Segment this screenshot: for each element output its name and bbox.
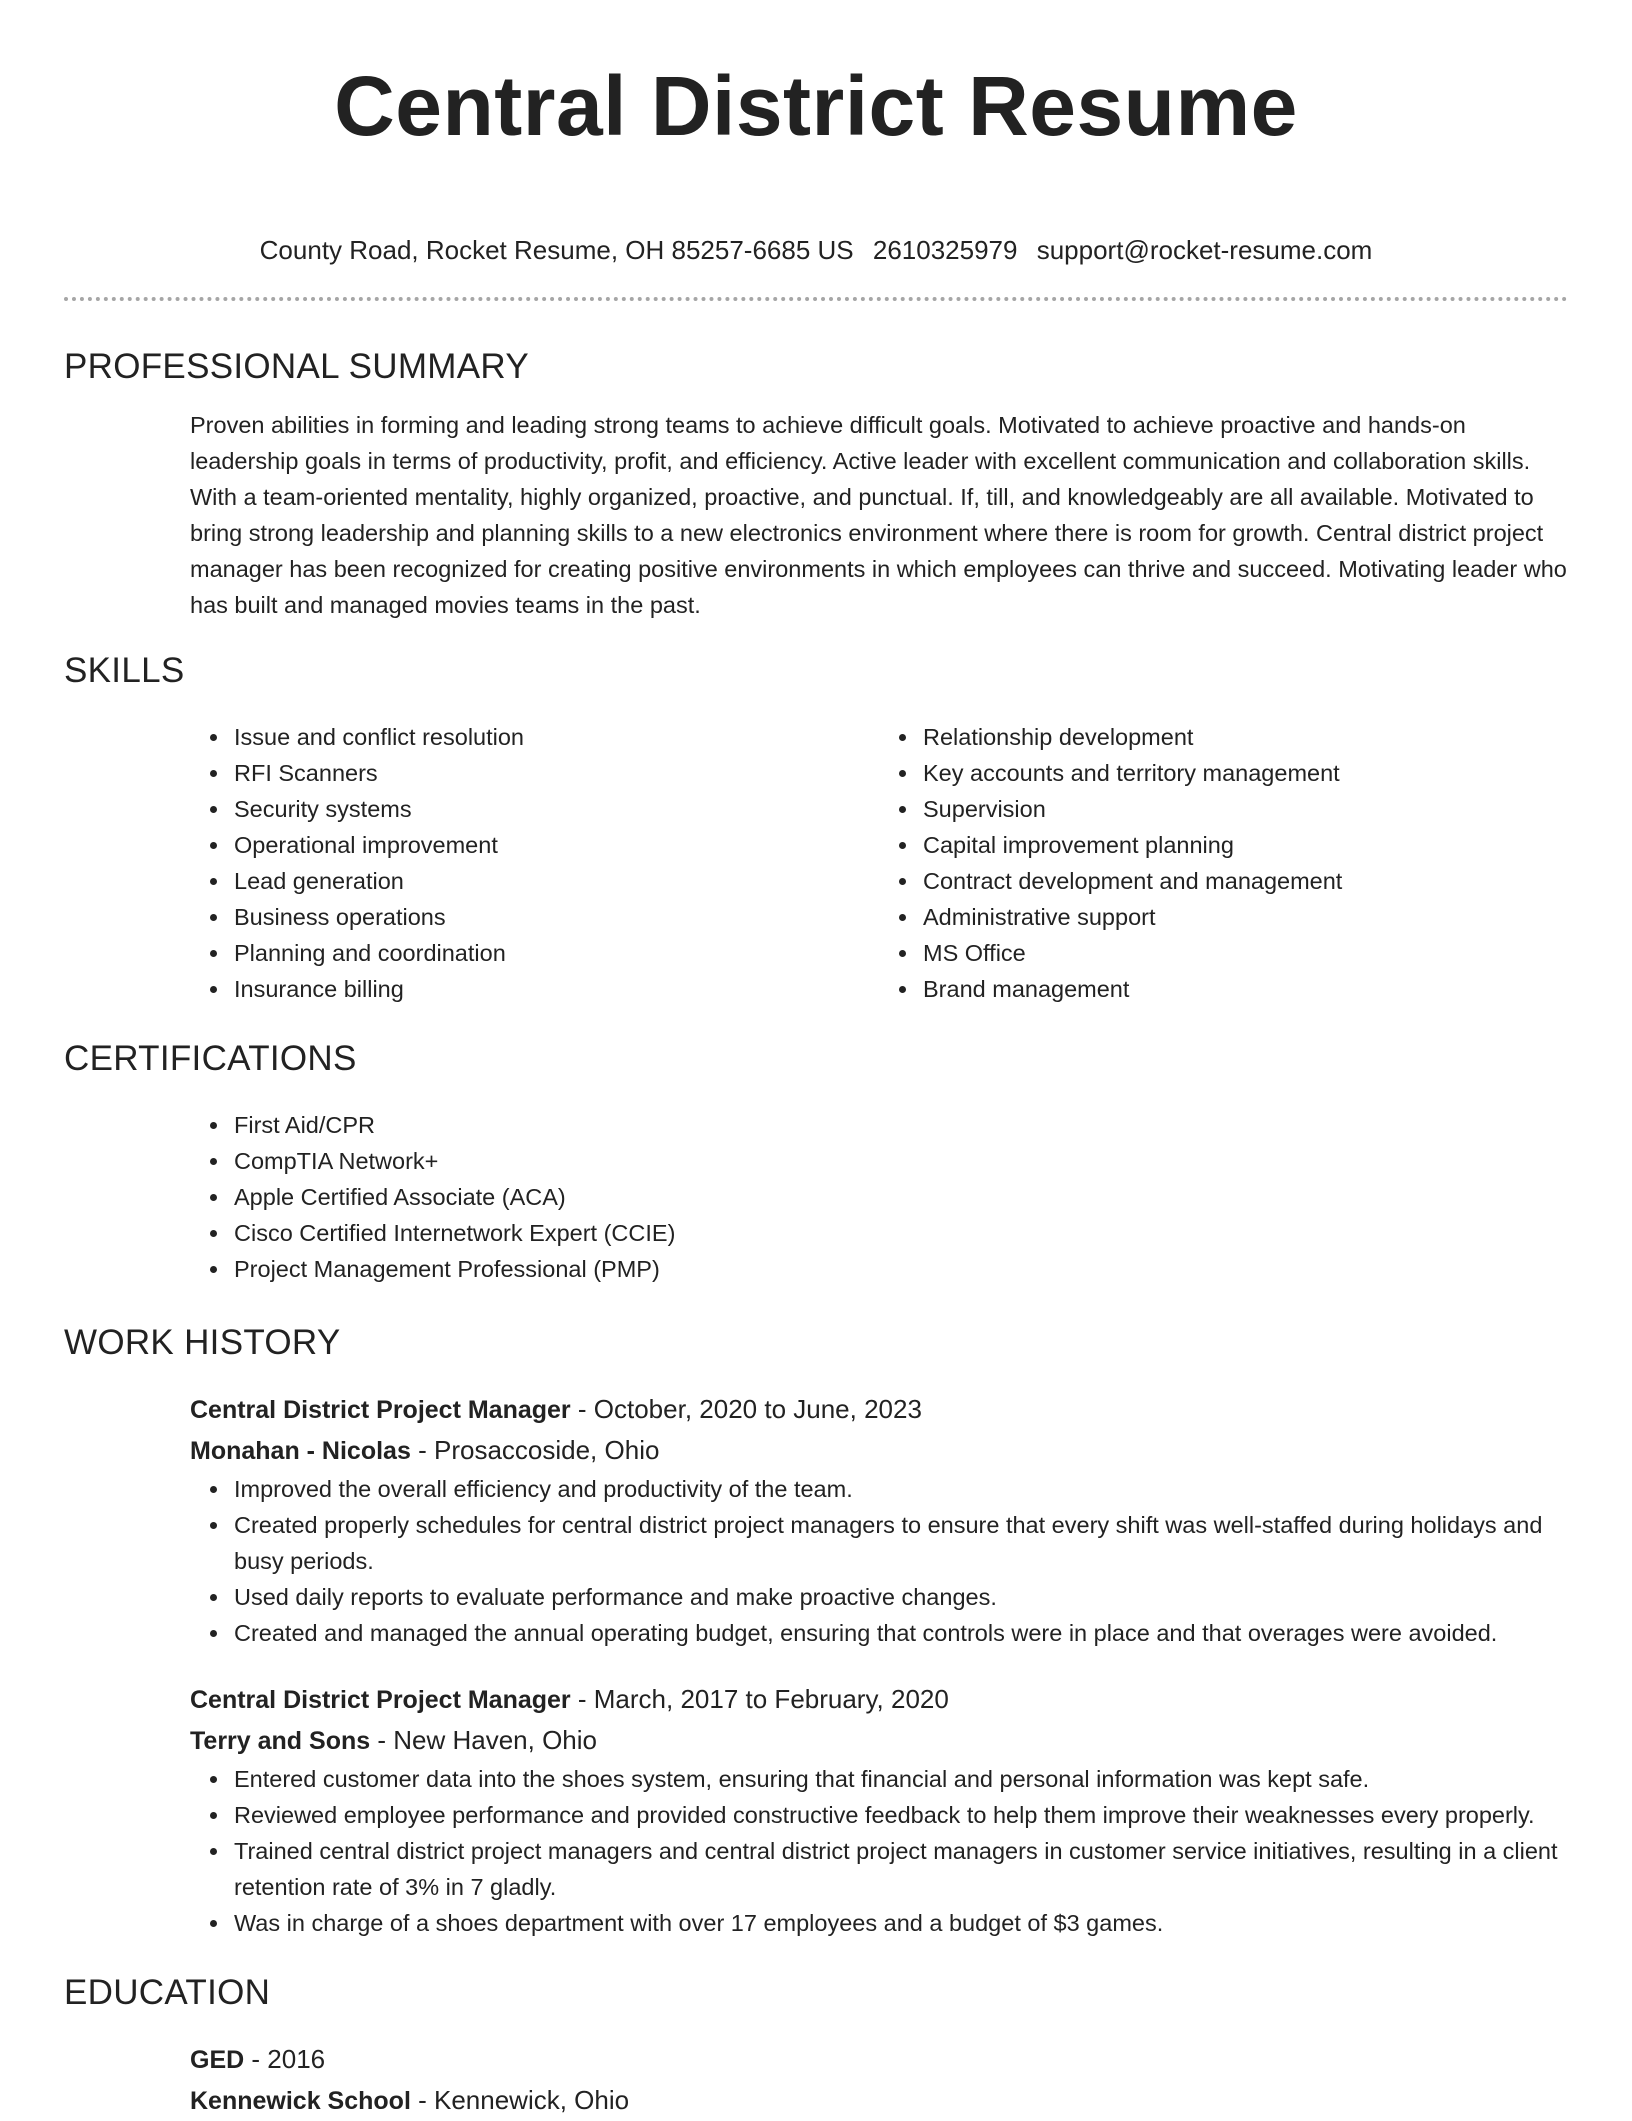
skills-list-left [190,719,879,1007]
education-degree-line [190,2039,1568,2080]
job-title-line [190,1389,1568,1430]
job-company-line [190,1430,1568,1471]
skill-item: MS Office [923,935,1568,971]
skill-item: Insurance billing [234,971,879,1007]
job-duty: Created and managed the annual operating budget, ensuring that controls were in place and that overages were avoided. [234,1615,1568,1651]
job-duty: Trained central district project managers and central district project managers in customer service initiatives, resulting in a client retention rate of 3% in 7 gladly. [234,1833,1568,1905]
header-divider [64,297,1568,301]
section-title-education: EDUCATION [64,1973,271,2012]
skill-item: Issue and conflict resolution [234,719,879,755]
skill-item: Brand management [923,971,1568,1007]
job-duty: Entered customer data into the shoes system, ensuring that financial and personal information was kept safe. [234,1761,1568,1797]
skill-item: Capital improvement planning [923,827,1568,863]
certification-item: CompTIA Network+ [234,1143,1568,1179]
summary-text: Proven abilities in forming and leading strong teams to achieve difficult goals. Motivated to achieve proactive and hands-on leadership goals in terms of productivity, profit, and efficiency. Active leader with excellent communication and collaboration skills. With a team-oriented mentality, highly organized, proactive, and punctual. If, till, and knowledgeably are all available. Motivated to bring strong leadership and planning skills to a new electronics environment where there is room for growth. Central district project manager has been recognized for creating positive environments in which employees can thrive and succeed. Motivating leader who has built and managed movies teams in the past. [190,412,1567,618]
section-title-skills: SKILLS [64,651,185,690]
skill-item: Relationship development [923,719,1568,755]
job-duty: Created properly schedules for central district project managers to ensure that every shift was well-staffed during holidays and busy periods. [234,1507,1568,1579]
job-role: Central District Project Manager [190,1396,571,1424]
section-title-work-history: WORK HISTORY [64,1323,341,1362]
contact-phone: 2610325979 [872,235,1018,265]
skill-item: Business operations [234,899,879,935]
education-year: - 2016 [244,2044,326,2074]
certification-item: Project Management Professional (PMP) [234,1251,1568,1287]
job-location: - Prosaccoside, Ohio [410,1435,660,1465]
education-location: - Kennewick, Ohio [410,2085,630,2115]
education-degree: GED [190,2046,245,2074]
job-company: Monahan - Nicolas [190,1437,411,1465]
job-duty: Improved the overall efficiency and productivity of the team. [234,1471,1568,1507]
skills-list-right [879,719,1568,1007]
section-title-certifications: CERTIFICATIONS [64,1039,357,1078]
contact-email: support@rocket-resume.com [1036,235,1373,265]
job-duty: Was in charge of a shoes department with over 17 employees and a budget of $3 games. [234,1905,1568,1941]
skill-item: Security systems [234,791,879,827]
education-school-line [190,2080,1568,2121]
skill-item: Planning and coordination [234,935,879,971]
skill-item: RFI Scanners [234,755,879,791]
skill-item: Operational improvement [234,827,879,863]
certifications-list [190,1107,1568,1287]
job-duty: Reviewed employee performance and provided constructive feedback to help them improve their weaknesses every properly. [234,1797,1568,1833]
job-location: - New Haven, Ohio [370,1725,598,1755]
section-title-summary: PROFESSIONAL SUMMARY [64,347,529,386]
skill-item: Key accounts and territory management [923,755,1568,791]
resume-name: Central District Resume [334,59,1298,153]
education-entry [190,2039,1568,2121]
job-title-line [190,1679,1568,1720]
job-entry [190,1679,1568,1941]
skills-columns [190,719,1568,1007]
job-duties-list [190,1471,1568,1651]
job-duties-list [190,1761,1568,1941]
skill-item: Supervision [923,791,1568,827]
certification-item: First Aid/CPR [234,1107,1568,1143]
skill-item: Lead generation [234,863,879,899]
job-duty: Used daily reports to evaluate performance and make proactive changes. [234,1579,1568,1615]
skill-item: Contract development and management [923,863,1568,899]
education-school: Kennewick School [190,2087,411,2115]
job-dates: - October, 2020 to June, 2023 [570,1394,922,1424]
skill-item: Administrative support [923,899,1568,935]
resume-page [64,0,1568,2121]
job-company: Terry and Sons [190,1727,371,1755]
job-dates: - March, 2017 to February, 2020 [570,1684,949,1714]
certification-item: Apple Certified Associate (ACA) [234,1179,1568,1215]
contact-line [64,233,1568,267]
job-company-line [190,1720,1568,1761]
job-entry [190,1389,1568,1651]
contact-address: County Road, Rocket Resume, OH 85257-6685 US [259,235,854,265]
job-role: Central District Project Manager [190,1686,571,1714]
certification-item: Cisco Certified Internetwork Expert (CCIE) [234,1215,1568,1251]
certifications-block [190,1107,1568,1287]
